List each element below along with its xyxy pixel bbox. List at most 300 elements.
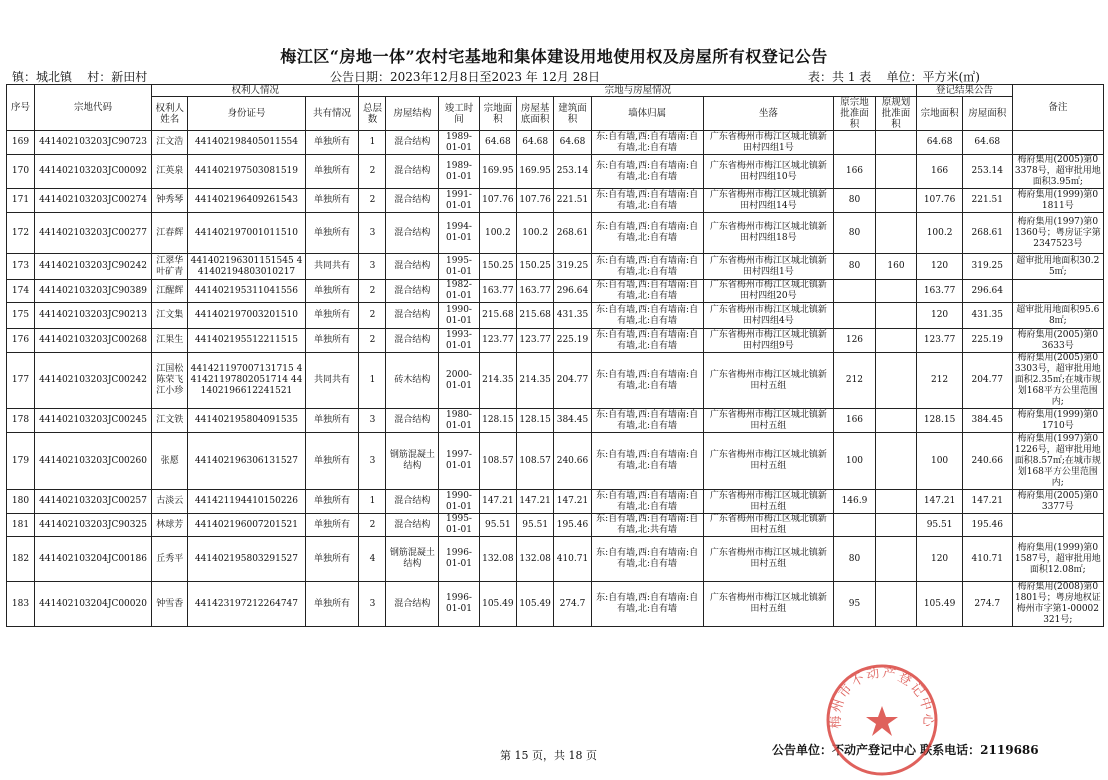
cell-code: 441402103203JC00257: [34, 490, 151, 514]
cell-plan-approved: [875, 213, 917, 254]
cell-year: 1997-01-01: [439, 433, 479, 490]
cell-struct: 混合结构: [386, 213, 439, 254]
cell-location: 广东省梅州市梅江区城北镇新田村四组9号: [703, 329, 834, 353]
cell-base-area: 105.49: [517, 582, 554, 627]
cell-walls: 东:自有墙,西:自有墙南:自有墙,北:自有墙: [591, 537, 703, 582]
cell-year: 1996-01-01: [439, 582, 479, 627]
cell-seq: 178: [7, 409, 35, 433]
cell-build-area: 147.21: [554, 490, 591, 514]
cell-walls: 东:自有墙,西:自有墙南:自有墙,北:共有墙: [591, 514, 703, 537]
cell-floors: 3: [359, 409, 386, 433]
cell-orig-approved: [834, 131, 875, 155]
cell-seq: 180: [7, 490, 35, 514]
header-group-land: 宗地与房屋情况: [359, 85, 917, 97]
cell-plan-approved: [875, 490, 917, 514]
cell-build-area: 410.71: [554, 537, 591, 582]
cell-build-area: 221.51: [554, 189, 591, 213]
cell-year: 1990-01-01: [439, 490, 479, 514]
table-row: [7, 280, 1104, 303]
cell-res-house: 240.66: [962, 433, 1012, 490]
cell-floors: 2: [359, 329, 386, 353]
cell-floors: 3: [359, 433, 386, 490]
cell-floors: 3: [359, 254, 386, 280]
header-walls: 墙体归属: [591, 97, 703, 131]
cell-location: 广东省梅州市梅江区城北镇新田村五组: [703, 582, 834, 627]
cell-walls: 东:自有墙,西:自有墙南:自有墙,北:自有墙: [591, 189, 703, 213]
cell-plan-approved: [875, 433, 917, 490]
cell-share: 单独所有: [305, 329, 359, 353]
cell-build-area: 296.64: [554, 280, 591, 303]
cell-note: 梅府集用(1999)第01811号: [1012, 189, 1103, 213]
cell-id: 441402196301151545 441402194803010217: [188, 254, 305, 280]
cell-name: 江文集: [152, 303, 188, 329]
cell-build-area: 225.19: [554, 329, 591, 353]
cell-note: [1012, 280, 1103, 303]
cell-res-land: 120: [917, 303, 963, 329]
cell-base-area: 215.68: [517, 303, 554, 329]
cell-land-area: 215.68: [479, 303, 516, 329]
meta-sheets-unit: [808, 68, 980, 85]
cell-build-area: 319.25: [554, 254, 591, 280]
cell-plan-approved: [875, 131, 917, 155]
cell-year: 1994-01-01: [439, 213, 479, 254]
cell-note: 超审批用地面积30.25㎡;: [1012, 254, 1103, 280]
cell-name: 江果生: [152, 329, 188, 353]
cell-struct: 混合结构: [386, 280, 439, 303]
cell-share: 单独所有: [305, 582, 359, 627]
table-row: [7, 303, 1104, 329]
table-row: [7, 582, 1104, 627]
cell-land-area: 100.2: [479, 213, 516, 254]
cell-location: 广东省梅州市梅江区城北镇新田村四组1号: [703, 254, 834, 280]
cell-struct: 钢筋混凝土结构: [386, 433, 439, 490]
cell-location: 广东省梅州市梅江区城北镇新田村四组1号: [703, 131, 834, 155]
table-row: [7, 490, 1104, 514]
header-note: 备注: [1012, 85, 1103, 131]
cell-share: 单独所有: [305, 213, 359, 254]
cell-name: 江文铁: [152, 409, 188, 433]
cell-walls: 东:自有墙,西:自有墙南:自有墙,北:自有墙: [591, 131, 703, 155]
cell-name: 钟雪香: [152, 582, 188, 627]
cell-res-land: 64.68: [917, 131, 963, 155]
header-year: 竣工时间: [439, 97, 479, 131]
cell-res-land: 128.15: [917, 409, 963, 433]
cell-plan-approved: [875, 514, 917, 537]
cell-walls: 东:自有墙,西:自有墙南:自有墙,北:自有墙: [591, 280, 703, 303]
cell-res-house: 195.46: [962, 514, 1012, 537]
cell-plan-approved: [875, 353, 917, 409]
cell-res-land: 100.2: [917, 213, 963, 254]
cell-code: 441402103203JC00092: [34, 155, 151, 189]
cell-res-house: 253.14: [962, 155, 1012, 189]
cell-plan-approved: [875, 303, 917, 329]
cell-seq: 181: [7, 514, 35, 537]
cell-location: 广东省梅州市梅江区城北镇新田村五组: [703, 433, 834, 490]
cell-res-house: 296.64: [962, 280, 1012, 303]
cell-plan-approved: [875, 155, 917, 189]
meta-location: [12, 68, 147, 85]
header-res-land: 宗地面积: [917, 97, 963, 131]
cell-name: 张愿: [152, 433, 188, 490]
cell-code: 441402103203JC90389: [34, 280, 151, 303]
cell-note: 梅府集用(2005)第03377号: [1012, 490, 1103, 514]
cell-floors: 1: [359, 353, 386, 409]
meta-village: 村：新田村: [87, 70, 148, 84]
cell-floors: 2: [359, 155, 386, 189]
cell-land-area: 169.95: [479, 155, 516, 189]
cell-code: 441402103203JC00245: [34, 409, 151, 433]
cell-res-land: 105.49: [917, 582, 963, 627]
cell-build-area: 268.61: [554, 213, 591, 254]
cell-year: 1996-01-01: [439, 537, 479, 582]
cell-orig-approved: [834, 303, 875, 329]
cell-build-area: 204.77: [554, 353, 591, 409]
cell-plan-approved: [875, 280, 917, 303]
cell-note: 梅府集用(1999)第01587号，超审批用地面积12.08㎡;: [1012, 537, 1103, 582]
cell-res-house: 64.68: [962, 131, 1012, 155]
cell-res-house: 274.7: [962, 582, 1012, 627]
cell-floors: 1: [359, 131, 386, 155]
cell-orig-approved: 80: [834, 537, 875, 582]
cell-land-area: 214.35: [479, 353, 516, 409]
cell-share: 共同共有: [305, 353, 359, 409]
header-group-result: 登记结果公告: [917, 85, 1012, 97]
cell-share: 单独所有: [305, 537, 359, 582]
cell-seq: 182: [7, 537, 35, 582]
cell-res-land: 95.51: [917, 514, 963, 537]
cell-walls: 东:自有墙,西:自有墙南:自有墙,北:自有墙: [591, 490, 703, 514]
meta-sheets: 表：共 1 表: [808, 70, 872, 84]
cell-share: 单独所有: [305, 433, 359, 490]
cell-floors: 2: [359, 303, 386, 329]
cell-code: 441402103204JC00186: [34, 537, 151, 582]
cell-id: 441402195311041556: [188, 280, 305, 303]
cell-struct: 混合结构: [386, 131, 439, 155]
cell-share: 单独所有: [305, 490, 359, 514]
cell-location: 广东省梅州市梅江区城北镇新田村四组10号: [703, 155, 834, 189]
cell-struct: 混合结构: [386, 514, 439, 537]
cell-name: 江英泉: [152, 155, 188, 189]
cell-res-house: 410.71: [962, 537, 1012, 582]
cell-res-land: 163.77: [917, 280, 963, 303]
cell-plan-approved: [875, 329, 917, 353]
cell-seq: 179: [7, 433, 35, 490]
cell-year: 1980-01-01: [439, 409, 479, 433]
cell-seq: 171: [7, 189, 35, 213]
cell-seq: 177: [7, 353, 35, 409]
cell-id: 441402195512211515: [188, 329, 305, 353]
cell-floors: 1: [359, 490, 386, 514]
cell-id: 441402197503081519: [188, 155, 305, 189]
cell-location: 广东省梅州市梅江区城北镇新田村五组: [703, 490, 834, 514]
cell-struct: 混合结构: [386, 409, 439, 433]
cell-land-area: 163.77: [479, 280, 516, 303]
cell-floors: 2: [359, 280, 386, 303]
cell-walls: 东:自有墙,西:自有墙南:自有墙,北:自有墙: [591, 353, 703, 409]
cell-code: 441402103203JC90723: [34, 131, 151, 155]
cell-note: [1012, 131, 1103, 155]
registration-table: [6, 84, 1104, 627]
cell-build-area: 195.46: [554, 514, 591, 537]
cell-id: 441402195803291527: [188, 537, 305, 582]
cell-note: 梅府集用(1999)第01710号: [1012, 409, 1103, 433]
cell-base-area: 132.08: [517, 537, 554, 582]
cell-year: 1982-01-01: [439, 280, 479, 303]
cell-land-area: 105.49: [479, 582, 516, 627]
cell-seq: 170: [7, 155, 35, 189]
header-struct: 房屋结构: [386, 97, 439, 131]
cell-seq: 173: [7, 254, 35, 280]
header-id: 身份证号: [188, 97, 305, 131]
cell-id: 441402195804091535: [188, 409, 305, 433]
cell-land-area: 64.68: [479, 131, 516, 155]
cell-id: 441421197007131715 441421197802051714 441402196612241521: [188, 353, 305, 409]
cell-orig-approved: 80: [834, 189, 875, 213]
cell-code: 441402103203JC00260: [34, 433, 151, 490]
cell-walls: 东:自有墙,西:自有墙南:自有墙,北:自有墙: [591, 433, 703, 490]
header-name: 权利人姓名: [152, 97, 188, 131]
cell-location: 广东省梅州市梅江区城北镇新田村四组14号: [703, 189, 834, 213]
header-code: 宗地代码: [34, 85, 151, 131]
meta-date: 公告日期：2023年12月8日至2023 年 12月 28日: [330, 70, 600, 84]
table-row: [7, 155, 1104, 189]
cell-year: 1989-01-01: [439, 155, 479, 189]
cell-name: 古淡云: [152, 490, 188, 514]
cell-orig-approved: 95: [834, 582, 875, 627]
cell-seq: 183: [7, 582, 35, 627]
cell-walls: 东:自有墙,西:自有墙南:自有墙,北:自有墙: [591, 329, 703, 353]
cell-seq: 174: [7, 280, 35, 303]
cell-name: 江文浩: [152, 131, 188, 155]
cell-share: 单独所有: [305, 131, 359, 155]
table-row: [7, 189, 1104, 213]
cell-build-area: 64.68: [554, 131, 591, 155]
cell-year: 1991-01-01: [439, 189, 479, 213]
cell-struct: 钢筋混凝土结构: [386, 537, 439, 582]
official-seal-stamp: [822, 660, 942, 780]
table-row: [7, 433, 1104, 490]
cell-name: 江醒辉: [152, 280, 188, 303]
cell-code: 441402103203JC00277: [34, 213, 151, 254]
cell-land-area: 147.21: [479, 490, 516, 514]
cell-res-land: 120: [917, 537, 963, 582]
cell-year: 1990-01-01: [439, 303, 479, 329]
cell-share: 单独所有: [305, 155, 359, 189]
cell-code: 441402103203JC90242: [34, 254, 151, 280]
cell-id: 441402197001011510: [188, 213, 305, 254]
cell-id: 441402196409261543: [188, 189, 305, 213]
page-number: 第 15 页，共 18 页: [500, 749, 597, 762]
cell-note: 梅府集用(2005)第03378号，超审批用地面积3.95㎡;: [1012, 155, 1103, 189]
cell-struct: 砖木结构: [386, 353, 439, 409]
cell-res-house: 268.61: [962, 213, 1012, 254]
header-floors: 总层数: [359, 97, 386, 131]
cell-build-area: 253.14: [554, 155, 591, 189]
cell-share: 单独所有: [305, 514, 359, 537]
cell-year: 1993-01-01: [439, 329, 479, 353]
cell-orig-approved: 80: [834, 254, 875, 280]
cell-plan-approved: 160: [875, 254, 917, 280]
cell-name: 江国松 陈荣飞 江小珍: [152, 353, 188, 409]
cell-base-area: 163.77: [517, 280, 554, 303]
cell-floors: 3: [359, 582, 386, 627]
cell-code: 441402103203JC00242: [34, 353, 151, 409]
cell-year: 1989-01-01: [439, 131, 479, 155]
header-share: 共有情况: [305, 97, 359, 131]
cell-location: 广东省梅州市梅江区城北镇新田村四组20号: [703, 280, 834, 303]
cell-id: 441421194410150226: [188, 490, 305, 514]
cell-name: 钟秀琴: [152, 189, 188, 213]
cell-id: 441402197003201510: [188, 303, 305, 329]
table-row: [7, 329, 1104, 353]
cell-share: 单独所有: [305, 189, 359, 213]
cell-build-area: 274.7: [554, 582, 591, 627]
cell-location: 广东省梅州市梅江区城北镇新田村四组4号: [703, 303, 834, 329]
cell-land-area: 150.25: [479, 254, 516, 280]
table-row: [7, 131, 1104, 155]
cell-orig-approved: 80: [834, 213, 875, 254]
cell-land-area: 123.77: [479, 329, 516, 353]
cell-walls: 东:自有墙,西:自有墙南:自有墙,北:自有墙: [591, 254, 703, 280]
cell-res-land: 120: [917, 254, 963, 280]
cell-name: 江春辉: [152, 213, 188, 254]
cell-note: 梅府集用(1997)第01226号，超审批用地面积8.57㎡;在城市规划168平方公里范围内;: [1012, 433, 1103, 490]
cell-seq: 169: [7, 131, 35, 155]
cell-struct: 混合结构: [386, 582, 439, 627]
cell-res-land: 107.76: [917, 189, 963, 213]
cell-base-area: 64.68: [517, 131, 554, 155]
cell-res-land: 100: [917, 433, 963, 490]
cell-land-area: 108.57: [479, 433, 516, 490]
cell-orig-approved: 166: [834, 155, 875, 189]
cell-orig-approved: 166: [834, 409, 875, 433]
cell-year: 1995-01-01: [439, 514, 479, 537]
cell-note: 梅府集用(2005)第03303号，超审批用地面积2.35㎡;在城市规划168平方公里范围内;: [1012, 353, 1103, 409]
cell-base-area: 107.76: [517, 189, 554, 213]
cell-walls: 东:自有墙,西:自有墙南:自有墙,北:自有墙: [591, 582, 703, 627]
cell-base-area: 169.95: [517, 155, 554, 189]
cell-location: 广东省梅州市梅江区城北镇新田村五组: [703, 409, 834, 433]
cell-plan-approved: [875, 537, 917, 582]
cell-walls: 东:自有墙,西:自有墙南:自有墙,北:自有墙: [591, 303, 703, 329]
cell-plan-approved: [875, 409, 917, 433]
cell-base-area: 100.2: [517, 213, 554, 254]
cell-plan-approved: [875, 582, 917, 627]
header-res-house: 房屋面积: [962, 97, 1012, 131]
svg-text:梅州市不动产登记中心: 梅州市不动产登记中心: [828, 665, 936, 729]
cell-struct: 混合结构: [386, 155, 439, 189]
table-row: [7, 409, 1104, 433]
cell-share: 共同共有: [305, 254, 359, 280]
cell-code: 441402103204JC00020: [34, 582, 151, 627]
cell-share: 单独所有: [305, 303, 359, 329]
cell-base-area: 108.57: [517, 433, 554, 490]
cell-orig-approved: 212: [834, 353, 875, 409]
cell-year: 2000-01-01: [439, 353, 479, 409]
cell-note: [1012, 514, 1103, 537]
cell-struct: 混合结构: [386, 254, 439, 280]
meta-town: 镇：城北镇: [12, 70, 73, 84]
cell-struct: 混合结构: [386, 303, 439, 329]
table-body: [7, 131, 1104, 627]
header-location: 坐落: [703, 97, 834, 131]
cell-share: 单独所有: [305, 280, 359, 303]
cell-land-area: 95.51: [479, 514, 516, 537]
cell-walls: 东:自有墙,西:自有墙南:自有墙,北:自有墙: [591, 155, 703, 189]
cell-res-house: 319.25: [962, 254, 1012, 280]
cell-base-area: 123.77: [517, 329, 554, 353]
cell-floors: 2: [359, 514, 386, 537]
cell-location: 广东省梅州市梅江区城北镇新田村五组: [703, 537, 834, 582]
cell-note: 梅府集用(2005)第03633号: [1012, 329, 1103, 353]
header-build-area: 建筑面积: [554, 97, 591, 131]
cell-res-land: 212: [917, 353, 963, 409]
cell-id: 441402196306131527: [188, 433, 305, 490]
cell-res-land: 166: [917, 155, 963, 189]
cell-name: 丘秀平: [152, 537, 188, 582]
cell-plan-approved: [875, 189, 917, 213]
cell-note: 梅府集用(1997)第01360号；粤房证字第2347523号: [1012, 213, 1103, 254]
cell-res-house: 225.19: [962, 329, 1012, 353]
table-row: [7, 254, 1104, 280]
cell-build-area: 431.35: [554, 303, 591, 329]
cell-base-area: 128.15: [517, 409, 554, 433]
cell-orig-approved: [834, 514, 875, 537]
header-seq: 序号: [7, 85, 35, 131]
cell-base-area: 147.21: [517, 490, 554, 514]
cell-location: 广东省梅州市梅江区城北镇新田村五组: [703, 514, 834, 537]
cell-id: 441423197212264747: [188, 582, 305, 627]
cell-note: 梅府集用(2008)第01801号；粤房地权证梅州市字第1-00002321号;: [1012, 582, 1103, 627]
cell-struct: 混合结构: [386, 490, 439, 514]
cell-orig-approved: 100: [834, 433, 875, 490]
cell-name: 江翠华 叶矿青: [152, 254, 188, 280]
cell-location: 广东省梅州市梅江区城北镇新田村五组: [703, 353, 834, 409]
meta-unit: 单位：平方米(㎡): [886, 70, 980, 84]
cell-code: 441402103203JC90325: [34, 514, 151, 537]
header-orig-approved: 原宗地批准面积: [834, 97, 875, 131]
cell-res-land: 147.21: [917, 490, 963, 514]
cell-orig-approved: 146.9: [834, 490, 875, 514]
cell-struct: 混合结构: [386, 189, 439, 213]
cell-floors: 3: [359, 213, 386, 254]
cell-land-area: 132.08: [479, 537, 516, 582]
page-title: 梅江区“房地一体”农村宅基地和集体建设用地使用权及房屋所有权登记公告: [280, 47, 828, 66]
cell-land-area: 107.76: [479, 189, 516, 213]
cell-walls: 东:自有墙,西:自有墙南:自有墙,北:自有墙: [591, 213, 703, 254]
header-land-area: 宗地面积: [479, 97, 516, 131]
header-plan-approved: 原规划批准面积: [875, 97, 917, 131]
table-row: [7, 537, 1104, 582]
cell-orig-approved: [834, 280, 875, 303]
cell-seq: 176: [7, 329, 35, 353]
cell-id: 441402196007201521: [188, 514, 305, 537]
cell-code: 441402103203JC90213: [34, 303, 151, 329]
issuer-contact: 公告单位：不动产登记中心 联系电话：2119686: [772, 743, 1039, 757]
header-group-owner: 权利人情况: [152, 85, 359, 97]
cell-note: 超审批用地面积95.68㎡;: [1012, 303, 1103, 329]
cell-walls: 东:自有墙,西:自有墙南:自有墙,北:自有墙: [591, 409, 703, 433]
cell-res-house: 147.21: [962, 490, 1012, 514]
cell-base-area: 150.25: [517, 254, 554, 280]
cell-res-house: 431.35: [962, 303, 1012, 329]
cell-floors: 4: [359, 537, 386, 582]
cell-build-area: 240.66: [554, 433, 591, 490]
cell-orig-approved: 126: [834, 329, 875, 353]
cell-build-area: 384.45: [554, 409, 591, 433]
cell-share: 单独所有: [305, 409, 359, 433]
table-row: [7, 353, 1104, 409]
